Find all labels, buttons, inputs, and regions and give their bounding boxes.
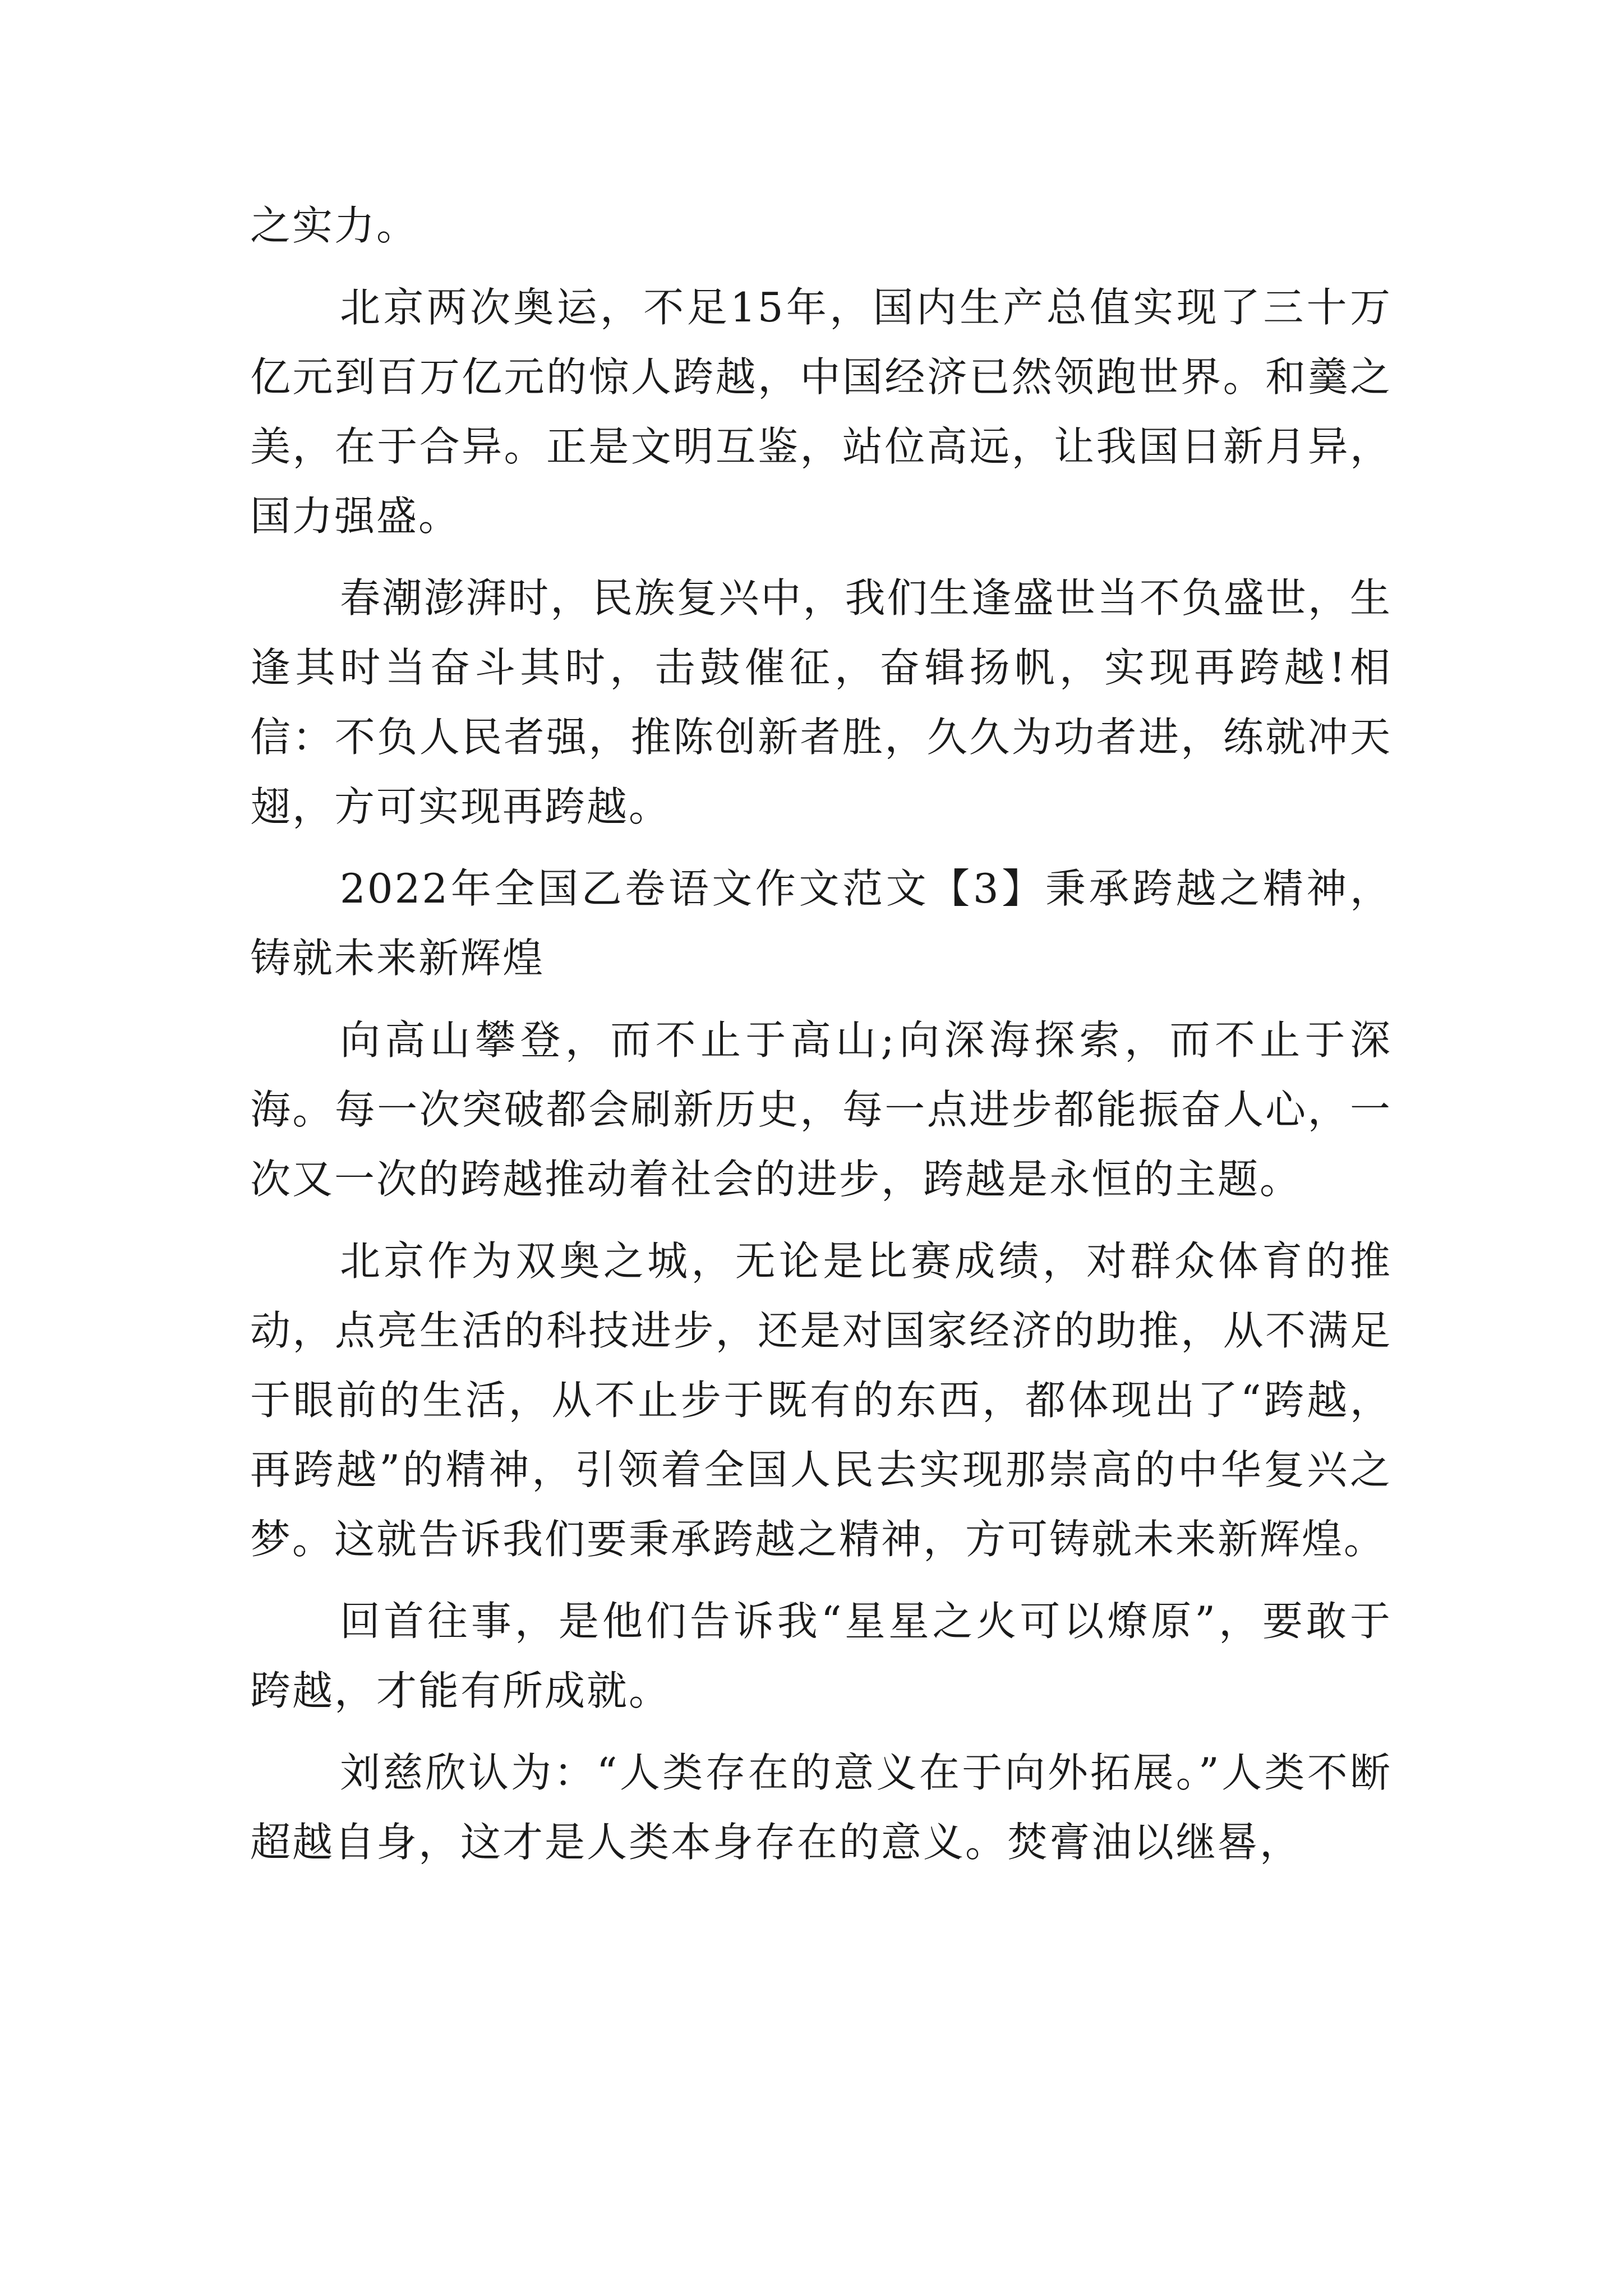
paragraph-beijing-dual-olympics: 北京作为双奥之城，无论是比赛成绩，对群众体育的推动，点亮生活的科技进步，还是对国家经济的助推，从不满足于眼前的生活，从不止步于既有的东西，都体现出了“跨越，再跨越”的精神，引领着全国人民去实现那崇高的中华复兴之梦。这就告诉我们要秉承跨越之精神，方可铸就未来新辉煌。 bbox=[250, 1237, 1392, 1563]
paragraph-national-revival: 春潮澎湃时，民族复兴中，我们生逢盛世当不负盛世，生逢其时当奋斗其时，击鼓催征，奋辑扬帆，实现再跨越!相信：不负人民者强，推陈创新者胜，久久为功者进，练就冲天翅，方可实现再跨越。 bbox=[250, 574, 1392, 830]
essay-body bbox=[250, 191, 1392, 1889]
paragraph-spark-prairie-fire: 回首往事，是他们告诉我“星星之火可以燎原”，要敢于跨越，才能有所成就。 bbox=[250, 1598, 1392, 1714]
paragraph-liu-cixin-quote: 刘慈欣认为：“人类存在的意义在于向外拓展。”人类不断超越自身，这才是人类本身存在的意义。焚膏油以继晷， bbox=[250, 1749, 1392, 1866]
essay-title-3: 2022年全国乙卷语文作文范文【3】秉承跨越之精神，铸就未来新辉煌 bbox=[250, 865, 1392, 982]
paragraph-olympics-economy: 北京两次奥运，不足15年，国内生产总值实现了三十万亿元到百万亿元的惊人跨越，中国经济已然领跑世界。和羹之美，在于合异。正是文明互鉴，站位高远，让我国日新月异，国力强盛。 bbox=[250, 284, 1392, 540]
paragraph-climbing-exploring: 向高山攀登，而不止于高山;向深海探索，而不止于深海。每一次突破都会刷新历史，每一点进步都能振奋人心，一次又一次的跨越推动着社会的进步，跨越是永恒的主题。 bbox=[250, 1016, 1392, 1203]
paragraph-continuation: 之实力。 bbox=[250, 202, 419, 249]
